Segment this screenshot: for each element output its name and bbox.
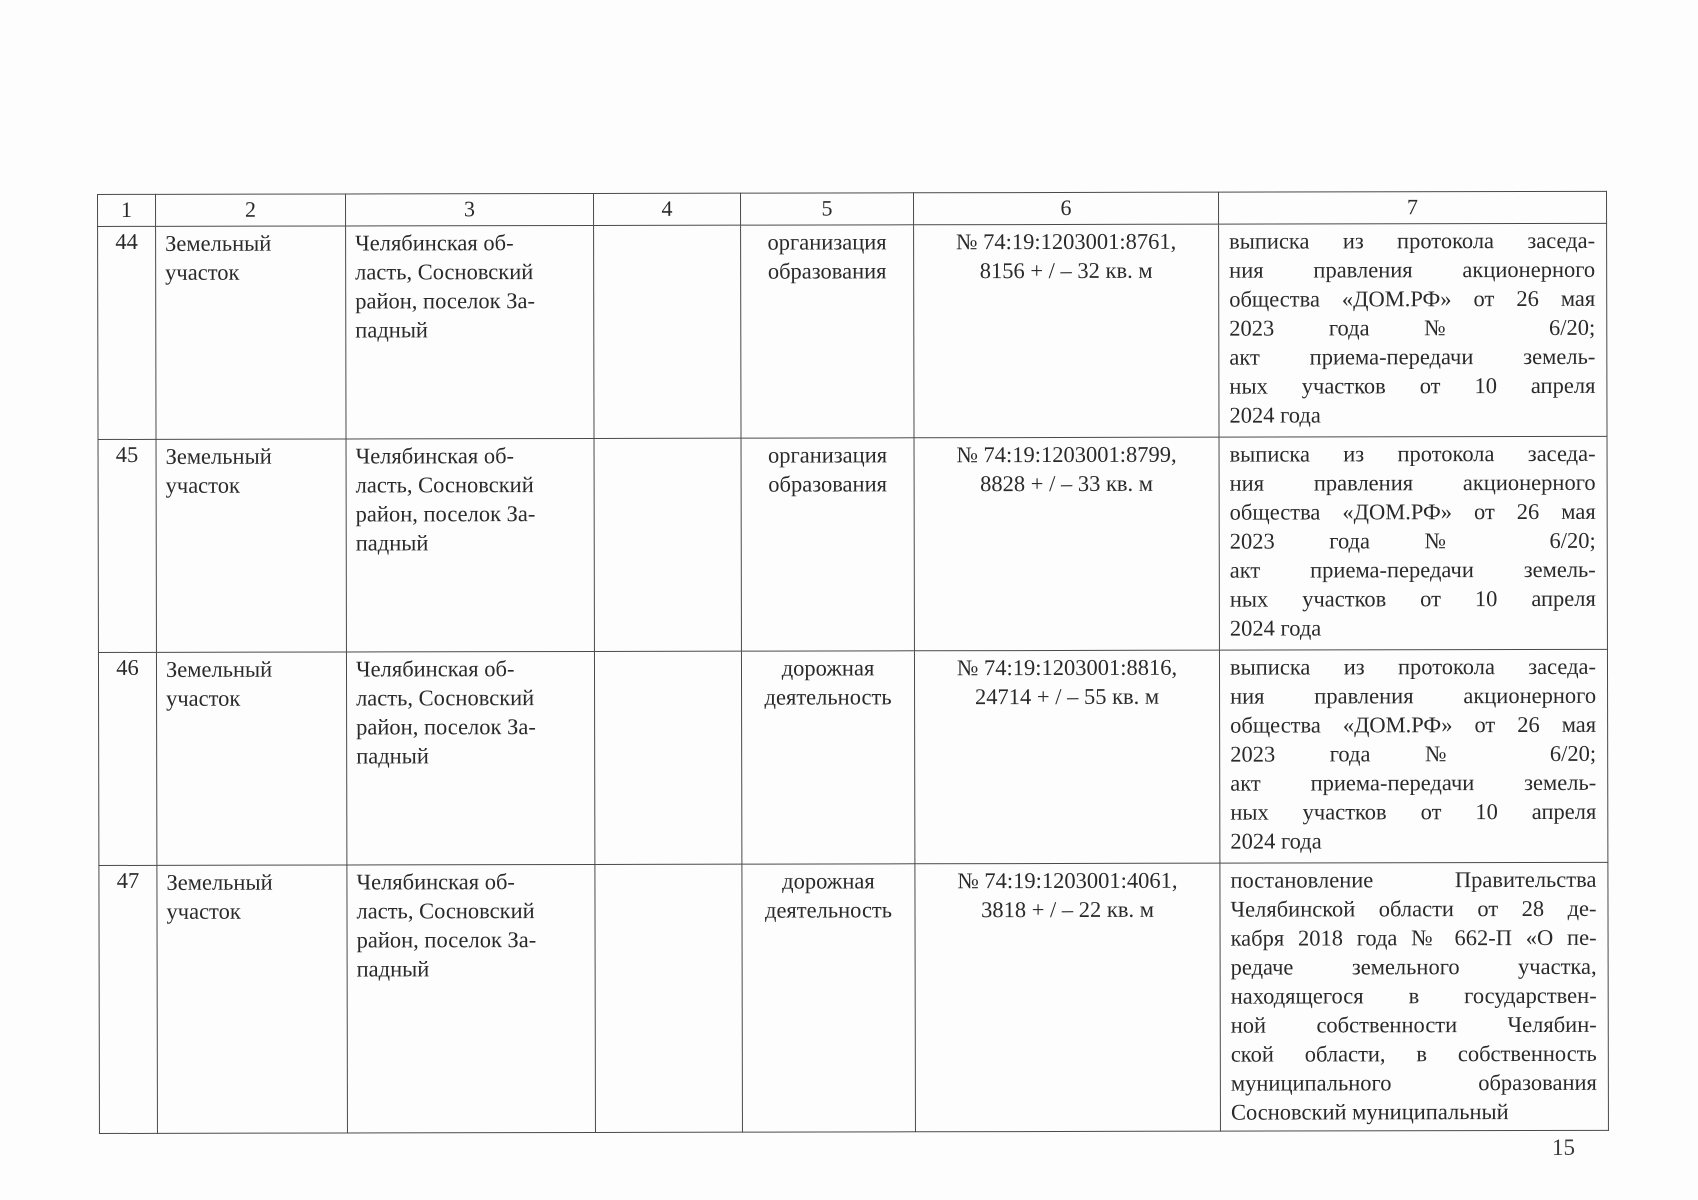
address-cell xyxy=(346,651,594,865)
legal-basis-line: 2023 года № 6/20; xyxy=(1229,527,1596,554)
legal-basis-line: муниципального образования xyxy=(1230,1069,1597,1096)
legal-basis-line: постановление Правительства xyxy=(1230,866,1597,893)
cadastral-cell xyxy=(914,650,1219,864)
row-number-cell xyxy=(98,226,156,439)
object-type-line: участок xyxy=(165,472,240,498)
legal-basis-line: общества «ДОМ.РФ» от 26 мая xyxy=(1229,285,1596,312)
address-cell xyxy=(346,438,594,652)
legal-basis-line: акт приема-передачи земель- xyxy=(1229,343,1596,370)
table-row xyxy=(98,436,1607,652)
row-number-cell xyxy=(98,439,156,652)
column-number-row xyxy=(98,191,1607,226)
row-number-cell xyxy=(99,865,158,1133)
permitted-use-line: деятельность xyxy=(764,684,892,710)
permitted-use-line: организация xyxy=(767,229,887,255)
legal-basis-line: общества «ДОМ.РФ» от 26 мая xyxy=(1229,498,1596,525)
cadastral-line: 3818 + / – 22 кв. м xyxy=(981,896,1154,923)
legal-basis-line: 2024 года xyxy=(1230,828,1322,854)
permitted-use-line: образования xyxy=(767,258,887,284)
legal-basis-line: общества «ДОМ.РФ» от 26 мая xyxy=(1230,711,1597,738)
empty-cell xyxy=(594,438,741,651)
address-line: падный xyxy=(355,530,429,556)
cadastral-cell xyxy=(914,224,1219,438)
object-type-cell xyxy=(156,439,346,652)
permitted-use-line: дорожная xyxy=(781,655,875,681)
legal-basis-line: Сосновский муниципальный xyxy=(1230,1099,1509,1125)
table-row xyxy=(99,862,1609,1133)
empty-cell xyxy=(594,651,741,864)
address-cell xyxy=(346,225,594,439)
column-number: 1 xyxy=(98,194,156,226)
object-type-line: Земельный xyxy=(165,443,272,469)
legal-basis-line: ния правления акционерного xyxy=(1229,469,1596,496)
row-number-cell xyxy=(98,652,156,865)
cadastral-line: № 74:19:1203001:8816, xyxy=(956,654,1178,681)
object-type-line: участок xyxy=(165,259,240,285)
land-registry-table xyxy=(97,191,1609,1134)
cadastral-cell xyxy=(915,863,1221,1132)
address-line: ласть, Сосновский xyxy=(355,472,534,498)
object-type-line: Земельный xyxy=(165,230,272,256)
object-type-cell xyxy=(156,226,346,439)
table-row xyxy=(98,223,1607,439)
address-line: район, поселок За- xyxy=(355,501,536,527)
address-line: район, поселок За- xyxy=(355,288,535,314)
legal-basis-line: ской области, в собственность xyxy=(1230,1040,1597,1067)
legal-basis-line: акт приема-передачи земель- xyxy=(1230,769,1597,796)
address-line: падный xyxy=(356,956,430,982)
legal-basis-cell xyxy=(1219,436,1607,650)
address-line: ласть, Сосновский xyxy=(355,259,534,285)
permitted-use-cell xyxy=(742,864,916,1132)
column-number: 4 xyxy=(593,193,740,225)
address-cell xyxy=(347,864,596,1133)
address-line: Челябинская об- xyxy=(355,656,515,682)
address-line: Челябинская об- xyxy=(356,869,515,895)
permitted-use-line: образования xyxy=(768,471,887,497)
legal-basis-line: ния правления акционерного xyxy=(1229,256,1596,283)
permitted-use-cell xyxy=(741,225,914,438)
legal-basis-line: ния правления акционерного xyxy=(1230,682,1597,709)
legal-basis-line: выписка из протокола заседа- xyxy=(1229,440,1596,467)
legal-basis-line: ных участков от 10 апреля xyxy=(1230,798,1597,825)
object-type-cell xyxy=(156,652,346,865)
address-line: падный xyxy=(355,317,428,343)
cadastral-line: 8828 + / – 33 кв. м xyxy=(980,470,1154,497)
legal-basis-line: 2023 года № 6/20; xyxy=(1229,314,1596,341)
object-type-line: участок xyxy=(166,685,241,711)
legal-basis-cell xyxy=(1220,862,1609,1131)
object-type-line: Земельный xyxy=(165,656,273,682)
legal-basis-line: выписка из протокола заседа- xyxy=(1229,227,1596,254)
legal-basis-line: Челябинской области от 28 де- xyxy=(1230,895,1597,922)
permitted-use-cell xyxy=(741,438,914,651)
column-number: 5 xyxy=(740,193,913,225)
column-number: 2 xyxy=(156,194,346,226)
row-number: 47 xyxy=(116,867,140,893)
cadastral-line: 8156 + / – 32 кв. м xyxy=(979,257,1153,284)
address-line: Челябинская об- xyxy=(355,230,514,256)
empty-cell xyxy=(594,225,741,438)
permitted-use-cell xyxy=(741,651,914,864)
legal-basis-line: редаче земельного участка, xyxy=(1230,953,1597,980)
legal-basis-cell xyxy=(1219,223,1607,437)
cadastral-line: № 74:19:1203001:4061, xyxy=(957,867,1178,894)
legal-basis-line: ных участков от 10 апреля xyxy=(1229,372,1596,399)
row-number: 45 xyxy=(115,441,139,467)
address-line: ласть, Сосновский xyxy=(356,685,535,711)
address-line: падный xyxy=(356,743,429,769)
column-number: 7 xyxy=(1218,191,1606,224)
column-number: 3 xyxy=(346,193,594,226)
cadastral-line: 24714 + / – 55 кв. м xyxy=(974,683,1160,710)
address-line: Челябинская об- xyxy=(355,443,515,469)
address-line: район, поселок За- xyxy=(356,714,536,740)
legal-basis-line: находящегося в государствен- xyxy=(1230,982,1597,1009)
legal-basis-line: ных участков от 10 апреля xyxy=(1229,585,1596,612)
address-line: район, поселок За- xyxy=(356,927,537,953)
column-number: 6 xyxy=(913,192,1218,225)
table-row xyxy=(98,649,1607,865)
permitted-use-line: деятельность xyxy=(764,897,893,923)
row-number: 46 xyxy=(116,654,139,680)
empty-cell xyxy=(595,864,743,1132)
legal-basis-line: 2023 года № 6/20; xyxy=(1230,740,1597,767)
object-type-line: участок xyxy=(166,898,241,924)
legal-basis-line: 2024 года xyxy=(1229,402,1321,428)
legal-basis-line: 2024 года xyxy=(1229,615,1322,641)
legal-basis-cell xyxy=(1219,649,1607,863)
legal-basis-line: кабря 2018 года № 662-П «О пе- xyxy=(1230,924,1597,951)
permitted-use-line: организация xyxy=(767,442,888,468)
permitted-use-line: дорожная xyxy=(782,868,875,894)
cadastral-line: № 74:19:1203001:8761, xyxy=(955,228,1177,255)
page-number: 15 xyxy=(1552,1135,1575,1160)
legal-basis-line: акт приема-передачи земель- xyxy=(1229,556,1596,583)
table-body xyxy=(98,191,1609,1133)
cadastral-line: № 74:19:1203001:8799, xyxy=(956,441,1177,468)
object-type-line: Земельный xyxy=(166,869,273,895)
cadastral-cell xyxy=(914,437,1219,651)
object-type-cell xyxy=(157,865,348,1133)
legal-basis-line: выписка из протокола заседа- xyxy=(1229,653,1597,680)
legal-basis-line: ной собственности Челябин- xyxy=(1230,1011,1597,1038)
row-number: 44 xyxy=(115,228,138,254)
address-line: ласть, Сосновский xyxy=(356,898,535,924)
